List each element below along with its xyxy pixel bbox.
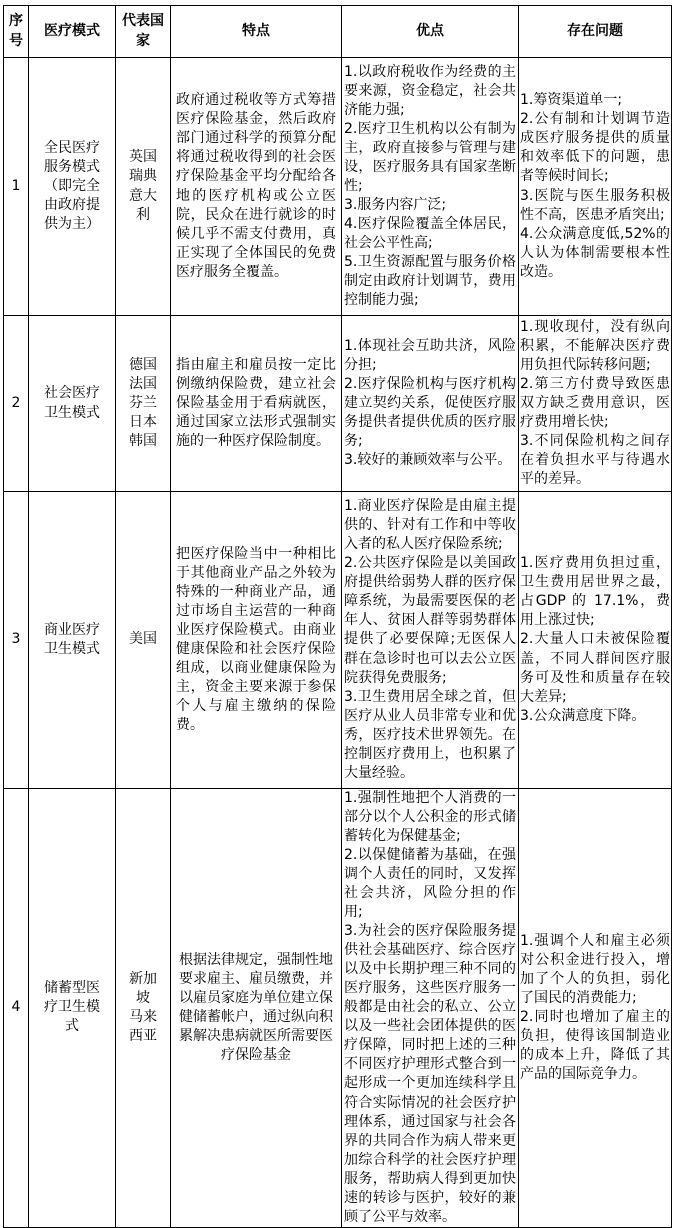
row1-features-cell: 政府通过税收等方式筹措医疗保险基金，然后政府部门通过科学的预算分配将通过税收得到的社会医疗保险基金平均分配给各地的医疗机构或公立医院，民众在进行就诊的时候几乎不需支付费用，真正实现了全体国民的免费医疗服务全覆盖。 (171, 58, 342, 316)
problem-item: 3.公众满意度下降。 (520, 707, 646, 724)
country-line: 新加坡 (129, 970, 157, 1006)
row2-model-cell: 社会医疗卫生模式 (29, 316, 116, 492)
row2-countries-cell (116, 316, 171, 492)
advantage-item: 1.商业医疗保险是由雇主提供的、针对有工作和中等收入者的私人医疗保险系统; (344, 498, 516, 553)
row3-advantages-cell (342, 492, 519, 789)
row4-countries-cell (116, 789, 171, 1228)
country-line: 韩国 (129, 433, 157, 450)
row4-model-cell: 储蓄型医疗卫生模式 (29, 789, 116, 1228)
country-line: 德国 (129, 356, 157, 373)
problem-item: 3.不同保险机构之间存在着负担水平与待遇水平的差异。 (520, 433, 670, 488)
problem-item: 1.筹资渠道单一; (520, 92, 623, 109)
country-line: 马来西亚 (129, 1008, 157, 1044)
table-row (4, 789, 672, 1228)
row2-problems-cell (519, 316, 672, 492)
advantage-item: 2.公共医疗保险是以美国政府提供给弱势人群的医疗保障系统，为最需要医保的老年人、贫困人群等弱势群体提供了必要保障;无医保人群在急诊时也可以去公立医院获得免费服务; (344, 555, 516, 686)
problem-item: 1.强调个人和雇主必须对公积金进行投入，增加了个人的负担，弱化了国民的消费能力; (520, 932, 670, 1006)
problem-item: 1.现收现付，没有纵向积累，不能解决医疗费用负担代际转移问题; (520, 318, 670, 373)
header-model: 医疗模式 (29, 6, 116, 58)
row1-no-cell: 1 (4, 58, 29, 316)
advantage-item: 1.强制性地把个人消费的一部分以个人公积金的形式储蓄转化为保健基金; (344, 790, 516, 845)
problem-item: 4.公众满意度低,52%的人认为体制需要根本性改造。 (520, 225, 670, 280)
header-advantages: 优点 (342, 6, 519, 58)
advantage-item: 2.医疗卫生机构以公有制为主，政府直接参与管理与建设，医疗服务具有国家垄断性; (344, 120, 516, 194)
country-line: 英国 (129, 149, 157, 166)
table-row (4, 58, 672, 316)
table-header-row (4, 6, 672, 58)
advantage-item: 3.为社会的医疗保险服务提供社会基础医疗、综合医疗以及中长期护理三种不同的医疗服务，这些医疗服务一般都是由社会的私立、公立以及一些社会团体提供的医疗保障，同时把上述的三种不同医疗护理形式整合到一起形成一个更加连续科学且符合实际情况的社会医疗护理体系，通过国家与社会各界的共同合作为病人带来更加综合科学的社会医疗护理服务，帮助病人得到更加快速的转诊与医护，较好的兼顾了公平与效率。 (344, 923, 516, 1225)
advantage-item: 3.服务内容广泛; (344, 197, 447, 214)
header-features: 特点 (171, 6, 342, 58)
healthcare-models-table (3, 5, 672, 1228)
problem-item: 1.医疗费用负担过重，卫生费用居世界之最，占GDP 的 17.1%，费用上涨过快; (520, 555, 670, 629)
advantage-item: 2.医疗保险机构与医疗机构建立契约关系，促使医疗服务提供者提供优质的医疗服务; (344, 375, 516, 450)
country-line: 美国 (129, 631, 157, 648)
table-row (4, 316, 672, 492)
header-countries: 代表国家 (116, 6, 171, 58)
country-line: 意大利 (129, 187, 157, 223)
country-line: 瑞典 (129, 168, 157, 185)
table-row (4, 492, 672, 789)
country-line: 芬兰 (129, 394, 157, 411)
row3-problems-cell (519, 492, 672, 789)
advantage-item: 3.卫生费用居全球之首，但医疗从业人员非常专业和优秀，医疗技术世界领先。在控制医疗费用上，也积累了大量经验。 (344, 688, 516, 781)
row2-no-cell: 2 (4, 316, 29, 492)
advantage-item: 4.医疗保险覆盖全体居民，社会公平性高; (344, 216, 516, 252)
country-line: 法国 (129, 375, 157, 392)
problem-item: 2.第三方付费导致医患双方缺乏费用意识，医疗费用增长快; (520, 375, 670, 431)
row4-features-cell: 根据法律规定，强制性地要求雇主、雇员缴费，并以雇员家庭为单位建立保健储蓄帐户，通过纵向积累解决患病就医所需要医疗保险基金 (171, 789, 342, 1228)
country-line: 日本 (129, 414, 157, 431)
advantage-item: 1.以政府税收作为经费的主要来源，资金稳定，社会共济能力强; (344, 63, 516, 118)
row3-model-cell: 商业医疗卫生模式 (29, 492, 116, 789)
row3-features-cell: 把医疗保险当中一种相比于其他商业产品之外较为特殊的一种商业产品，通过市场自主运营的一种商业医疗保险模式。由商业健康保险和社会医疗保险组成，以商业健康保险为主，资金主要来源于参保个人与雇主缴纳的保险费。 (171, 492, 342, 789)
problem-item: 2.公有制和计划调节造成医疗服务提供的质量和效率低下的问题，患者等候时间长; (520, 111, 670, 185)
advantage-item: 5.卫生资源配置与服务价格制定由政府计划调节，费用控制能力强; (344, 254, 516, 309)
row4-no-cell: 4 (4, 789, 29, 1228)
advantage-item: 1.体现社会互助共济，风险分担; (344, 337, 516, 373)
header-no: 序号 (4, 6, 29, 58)
row4-problems-cell (519, 789, 672, 1228)
advantage-item: 2.以保健储蓄为基础，在强调个人责任的同时，又发挥社会共济，风险分担的作用; (344, 847, 516, 921)
row3-no-cell: 3 (4, 492, 29, 789)
row4-advantages-cell (342, 789, 519, 1228)
problem-item: 3.医院与医生服务积极性不高，医患矛盾突出; (520, 187, 670, 223)
row3-countries-cell (116, 492, 171, 789)
header-problems: 存在问题 (519, 6, 672, 58)
row2-advantages-cell (342, 316, 519, 492)
row1-problems-cell (519, 58, 672, 316)
problem-item: 2.大量人口未被保险覆盖，不同人群间医疗服务可及性和质量存在较大差异; (520, 631, 670, 705)
advantage-item: 3.较好的兼顾效率与公平。 (344, 452, 512, 469)
row1-countries-cell (116, 58, 171, 316)
row1-advantages-cell (342, 58, 519, 316)
problem-item: 2.同时也增加了雇主的负担，使得该国制造业的成本上升，降低了其产品的国际竞争力。 (520, 1008, 670, 1082)
row2-features-cell: 指由雇主和雇员按一定比例缴纳保险费，建立社会保险基金用于看病就医，通过国家立法形式强制实施的一种医疗保险制度。 (171, 316, 342, 492)
row1-model-cell: 全民医疗服务模式（即完全由政府提供为主） (29, 58, 116, 316)
